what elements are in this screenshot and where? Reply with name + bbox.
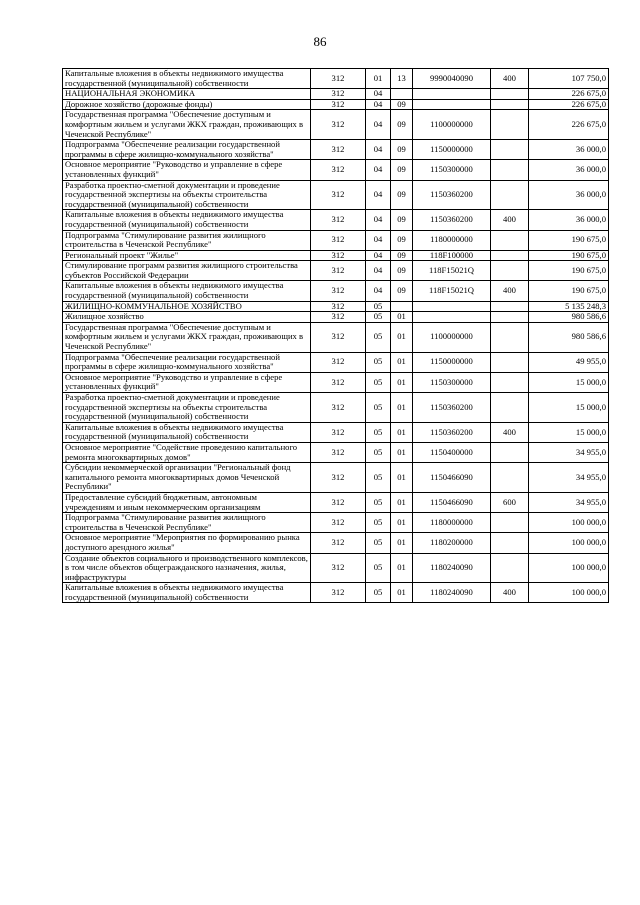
row-target-article-cell: 1150466090 [413,463,491,493]
row-expense-type-cell [491,99,529,110]
table-row [63,583,609,603]
row-expense-type-cell [491,553,529,583]
row-section-cell: 04 [366,230,391,250]
row-name-cell: Подпрограмма "Обеспечение реализации государственной программы в сфере жилищно-коммунального хозяйства" [63,140,311,160]
row-subsection-cell: 01 [391,372,413,392]
row-target-article-cell: 1180240090 [413,583,491,603]
row-target-article-cell: 1150300000 [413,160,491,180]
row-section-cell: 05 [366,322,391,352]
row-target-article-cell [413,312,491,323]
row-grbs-cell: 312 [311,210,366,230]
table-row [63,463,609,493]
row-section-cell: 05 [366,422,391,442]
table-row [63,312,609,323]
row-section-cell: 05 [366,583,391,603]
row-expense-type-cell [491,89,529,100]
row-section-cell: 01 [366,69,391,89]
row-name-cell: Основное мероприятие "Мероприятия по формированию рынка доступного арендного жилья" [63,533,311,553]
table-row [63,180,609,210]
table-row [63,492,609,512]
row-grbs-cell: 312 [311,110,366,140]
table-body [63,69,609,603]
row-target-article-cell: 1150360200 [413,210,491,230]
row-amount-cell: 34 955,0 [529,492,609,512]
table-row [63,553,609,583]
row-target-article-cell: 1150360200 [413,422,491,442]
row-section-cell: 04 [366,250,391,261]
row-subsection-cell: 09 [391,99,413,110]
row-expense-type-cell: 400 [491,583,529,603]
table-row [63,89,609,100]
row-section-cell: 05 [366,442,391,462]
row-expense-type-cell [491,180,529,210]
row-subsection-cell: 09 [391,230,413,250]
row-grbs-cell: 312 [311,89,366,100]
row-grbs-cell: 312 [311,322,366,352]
row-subsection-cell: 13 [391,69,413,89]
row-section-cell: 04 [366,110,391,140]
row-grbs-cell: 312 [311,69,366,89]
row-target-article-cell: 1180000000 [413,513,491,533]
table-row [63,69,609,89]
row-expense-type-cell [491,110,529,140]
table-row [63,210,609,230]
row-expense-type-cell [491,250,529,261]
row-expense-type-cell [491,160,529,180]
row-target-article-cell: 1150000000 [413,352,491,372]
budget-table [62,68,609,603]
row-section-cell: 04 [366,210,391,230]
row-name-cell: Основное мероприятие "Руководство и управление в сфере установленных функций" [63,372,311,392]
row-subsection-cell: 01 [391,322,413,352]
row-expense-type-cell [491,261,529,281]
row-section-cell: 04 [366,99,391,110]
row-amount-cell: 190 675,0 [529,230,609,250]
row-target-article-cell: 1150360200 [413,180,491,210]
row-grbs-cell: 312 [311,261,366,281]
row-subsection-cell: 01 [391,533,413,553]
row-name-cell: Субсидии некоммерческой организации "Региональный фонд капитального ремонта многоквартирных домов Чеченской Республики" [63,463,311,493]
row-subsection-cell: 09 [391,250,413,261]
row-subsection-cell: 01 [391,513,413,533]
row-amount-cell: 36 000,0 [529,180,609,210]
row-target-article-cell: 1150000000 [413,140,491,160]
row-expense-type-cell [491,533,529,553]
row-grbs-cell: 312 [311,393,366,423]
row-target-article-cell: 1150400000 [413,442,491,462]
row-subsection-cell: 01 [391,352,413,372]
row-grbs-cell: 312 [311,533,366,553]
table-row [63,422,609,442]
row-amount-cell: 5 135 248,3 [529,301,609,312]
row-section-cell: 04 [366,89,391,100]
row-subsection-cell [391,301,413,312]
table-row [63,393,609,423]
row-amount-cell: 15 000,0 [529,422,609,442]
row-name-cell: Капитальные вложения в объекты недвижимого имущества государственной (муниципальной) собственности [63,583,311,603]
row-section-cell: 05 [366,393,391,423]
page-number: 86 [313,34,327,49]
table-row [63,261,609,281]
row-amount-cell: 190 675,0 [529,281,609,301]
row-expense-type-cell [491,322,529,352]
row-subsection-cell: 09 [391,180,413,210]
row-grbs-cell: 312 [311,160,366,180]
row-section-cell: 05 [366,492,391,512]
row-section-cell: 05 [366,533,391,553]
table-row [63,442,609,462]
row-amount-cell: 36 000,0 [529,140,609,160]
row-target-article-cell [413,99,491,110]
row-section-cell: 05 [366,513,391,533]
row-name-cell: Стимулирование программ развития жилищного строительства субъектов Российской Федерации [63,261,311,281]
row-section-cell: 04 [366,281,391,301]
row-name-cell: Капитальные вложения в объекты недвижимого имущества государственной (муниципальной) собственности [63,422,311,442]
row-name-cell: Государственная программа "Обеспечение доступным и комфортным жильем и услугами ЖКХ граждан, проживающих в Чеченской Республике" [63,110,311,140]
row-name-cell: Капитальные вложения в объекты недвижимого имущества государственной (муниципальной) собственности [63,210,311,230]
row-name-cell: Капитальные вложения в объекты недвижимого имущества государственной (муниципальной) собственности [63,281,311,301]
row-grbs-cell: 312 [311,180,366,210]
row-expense-type-cell [491,230,529,250]
row-name-cell: Капитальные вложения в объекты недвижимого имущества государственной (муниципальной) собственности [63,69,311,89]
table-row [63,99,609,110]
row-amount-cell: 100 000,0 [529,513,609,533]
row-expense-type-cell: 400 [491,69,529,89]
row-name-cell: Основное мероприятие "Руководство и управление в сфере установленных функций" [63,160,311,180]
row-target-article-cell: 1180240090 [413,553,491,583]
row-subsection-cell: 01 [391,312,413,323]
row-name-cell: Подпрограмма "Стимулирование развития жилищного строительства в Чеченской Республике" [63,230,311,250]
row-section-cell: 05 [366,463,391,493]
table-row [63,513,609,533]
row-target-article-cell: 1180200000 [413,533,491,553]
row-subsection-cell: 09 [391,210,413,230]
row-grbs-cell: 312 [311,99,366,110]
row-subsection-cell: 01 [391,442,413,462]
table-row [63,352,609,372]
row-amount-cell: 107 750,0 [529,69,609,89]
row-expense-type-cell [491,352,529,372]
row-grbs-cell: 312 [311,230,366,250]
row-amount-cell: 226 675,0 [529,110,609,140]
row-grbs-cell: 312 [311,513,366,533]
row-expense-type-cell [491,463,529,493]
row-grbs-cell: 312 [311,250,366,261]
row-expense-type-cell [491,312,529,323]
row-amount-cell: 980 586,6 [529,322,609,352]
row-amount-cell: 36 000,0 [529,210,609,230]
row-target-article-cell: 118F15021Q [413,281,491,301]
row-amount-cell: 100 000,0 [529,553,609,583]
row-expense-type-cell [491,372,529,392]
row-name-cell: Разработка проектно-сметной документации и проведение государственной экспертизы на объекты строительства государственной (муниципальной) собственности [63,180,311,210]
row-target-article-cell: 1100000000 [413,110,491,140]
row-amount-cell: 190 675,0 [529,261,609,281]
row-name-cell: Региональный проект "Жилье" [63,250,311,261]
row-amount-cell: 34 955,0 [529,463,609,493]
row-subsection-cell [391,89,413,100]
row-name-cell: НАЦИОНАЛЬНАЯ ЭКОНОМИКА [63,89,311,100]
row-section-cell: 05 [366,301,391,312]
row-subsection-cell: 01 [391,583,413,603]
row-section-cell: 05 [366,312,391,323]
row-target-article-cell: 1180000000 [413,230,491,250]
row-section-cell: 04 [366,140,391,160]
table-row [63,250,609,261]
row-name-cell: Подпрограмма "Обеспечение реализации государственной программы в сфере жилищно-коммунального хозяйства" [63,352,311,372]
row-expense-type-cell: 400 [491,210,529,230]
row-subsection-cell: 09 [391,281,413,301]
row-subsection-cell: 01 [391,422,413,442]
row-section-cell: 05 [366,553,391,583]
row-grbs-cell: 312 [311,281,366,301]
row-amount-cell: 100 000,0 [529,583,609,603]
table-row [63,322,609,352]
row-amount-cell: 15 000,0 [529,393,609,423]
row-expense-type-cell [491,513,529,533]
row-section-cell: 04 [366,180,391,210]
row-target-article-cell: 1150466090 [413,492,491,512]
row-grbs-cell: 312 [311,312,366,323]
table-row [63,533,609,553]
row-subsection-cell: 01 [391,492,413,512]
row-amount-cell: 15 000,0 [529,372,609,392]
row-section-cell: 05 [366,372,391,392]
row-name-cell: Подпрограмма "Стимулирование развития жилищного строительства в Чеченской Республике" [63,513,311,533]
row-grbs-cell: 312 [311,583,366,603]
row-amount-cell: 226 675,0 [529,99,609,110]
row-grbs-cell: 312 [311,301,366,312]
row-expense-type-cell [491,442,529,462]
row-name-cell: ЖИЛИЩНО-КОММУНАЛЬНОЕ ХОЗЯЙСТВО [63,301,311,312]
row-expense-type-cell: 600 [491,492,529,512]
row-section-cell: 04 [366,160,391,180]
row-expense-type-cell: 400 [491,422,529,442]
row-name-cell: Создание объектов социального и производственного комплексов, в том числе объектов общегражданского назначения, жилья, инфраструктуры [63,553,311,583]
row-target-article-cell: 1150300000 [413,372,491,392]
row-target-article-cell: 9990040090 [413,69,491,89]
row-section-cell: 04 [366,261,391,281]
row-grbs-cell: 312 [311,140,366,160]
row-amount-cell: 34 955,0 [529,442,609,462]
row-target-article-cell: 118F100000 [413,250,491,261]
table-row [63,372,609,392]
row-target-article-cell: 1100000000 [413,322,491,352]
row-name-cell: Жилищное хозяйство [63,312,311,323]
row-target-article-cell [413,89,491,100]
row-expense-type-cell [491,301,529,312]
row-subsection-cell: 09 [391,160,413,180]
row-name-cell: Государственная программа "Обеспечение доступным и комфортным жильем и услугами ЖКХ граждан, проживающих в Чеченской Республике" [63,322,311,352]
row-name-cell: Предоставление субсидий бюджетным, автономным учреждениям и иным некоммерческим организациям [63,492,311,512]
row-grbs-cell: 312 [311,463,366,493]
row-amount-cell: 36 000,0 [529,160,609,180]
row-grbs-cell: 312 [311,492,366,512]
row-amount-cell: 49 955,0 [529,352,609,372]
row-expense-type-cell [491,393,529,423]
row-grbs-cell: 312 [311,422,366,442]
row-name-cell: Основное мероприятие "Содействие проведению капитального ремонта многоквартирных домов" [63,442,311,462]
row-amount-cell: 190 675,0 [529,250,609,261]
table-row [63,281,609,301]
row-target-article-cell: 1150360200 [413,393,491,423]
table-row [63,160,609,180]
row-subsection-cell: 09 [391,110,413,140]
row-section-cell: 05 [366,352,391,372]
row-grbs-cell: 312 [311,352,366,372]
row-subsection-cell: 09 [391,261,413,281]
row-subsection-cell: 01 [391,553,413,583]
row-target-article-cell: 118F15021Q [413,261,491,281]
row-grbs-cell: 312 [311,442,366,462]
table-row [63,301,609,312]
row-expense-type-cell [491,140,529,160]
row-amount-cell: 980 586,6 [529,312,609,323]
row-name-cell: Дорожное хозяйство (дорожные фонды) [63,99,311,110]
row-subsection-cell: 01 [391,463,413,493]
row-subsection-cell: 01 [391,393,413,423]
row-target-article-cell [413,301,491,312]
table-row [63,230,609,250]
row-grbs-cell: 312 [311,372,366,392]
row-grbs-cell: 312 [311,553,366,583]
table-row [63,110,609,140]
row-amount-cell: 100 000,0 [529,533,609,553]
row-subsection-cell: 09 [391,140,413,160]
row-expense-type-cell: 400 [491,281,529,301]
row-amount-cell: 226 675,0 [529,89,609,100]
row-name-cell: Разработка проектно-сметной документации и проведение государственной экспертизы на объекты строительства государственной (муниципальной) собственности [63,393,311,423]
table-row [63,140,609,160]
